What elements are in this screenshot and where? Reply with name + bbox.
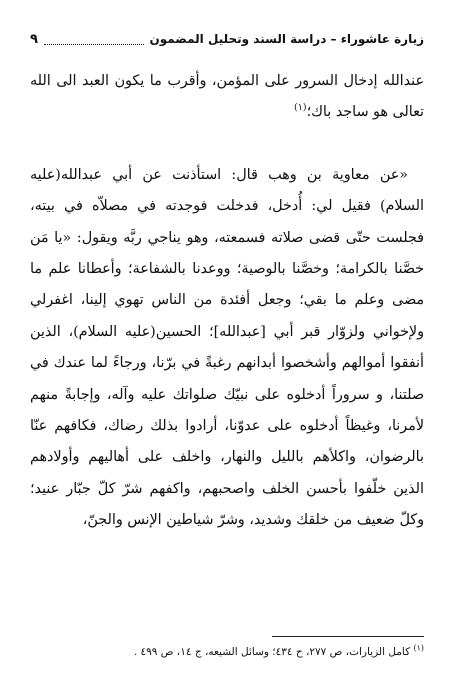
footnote-reference: (١) — [294, 102, 307, 114]
page-number: ٩ — [30, 31, 38, 47]
paragraph-2: «عن معاوية بن وهب قال: استأذنت عن أبي عبدالله(عليه السلام) فقيل لي: أُدخل، فدخلت فوجدته في مصلاّه في بيته، فجلست حتّى قضى صلاته فسمعته، وهو يناجي ربَّه ويقول: «يا مَن خصَّنا بالكرامة؛ وخصَّنا بالوصية؛ ووعدنا بالشفاعة؛ وأعطانا علم ما مضى وعلم ما بقي؛ وجعل أفئدة من الناس تهوي إلينا، اغفرلي ولإخواني ولزوّار قبر أبي [عبدالله]؛ الحسين(عليه السلام)، الذين أنفقوا أموالهم وأشخصوا أبدانهم رغبةً في برّنا، ورجاءً لما عندك في صلتنا، و سروراً أدخلوه على نبيّك صلواتك عليه وآله، وإجابةً منهم لأمرنا، وغيظاً أدخلوه على عدوّنا، أرادوا بذلك رضاك، فكافهم عنّا بالرضوان، واكلأهم بالليل والنهار، واخلف على أهاليهم وأولادهم الذين خلّفوا بأحسن الخلف واصحبهم، واكفهم شرّ كلّ جبّار عنيد؛ وكلّ ضعيف من خلقك وشديد، وشرّ شياطين الإنس والجنّ، — [30, 166, 424, 529]
footnote — [30, 645, 424, 659]
paragraph-1-text: عندالله إدخال السرور على المؤمن، وأقرب ما يكون العبد الى الله تعالى هو ساجد باك؛ — [30, 73, 424, 121]
header-dot-leader — [44, 34, 144, 45]
running-title: زيارة عاشوراء – دراسة السند وتحليل المضمون — [149, 32, 424, 46]
footnote-number: (١) — [413, 643, 424, 653]
footnote-text: كامل الزيارات، ص ٢٧٧، ح ٤٣٤؛ وسائل الشيعه، ج ١٤، ص ٤٩٩ . — [133, 646, 411, 658]
footnote-divider — [272, 636, 424, 637]
body-text — [30, 66, 424, 537]
page-header — [30, 28, 424, 50]
paragraph-1 — [30, 66, 424, 129]
